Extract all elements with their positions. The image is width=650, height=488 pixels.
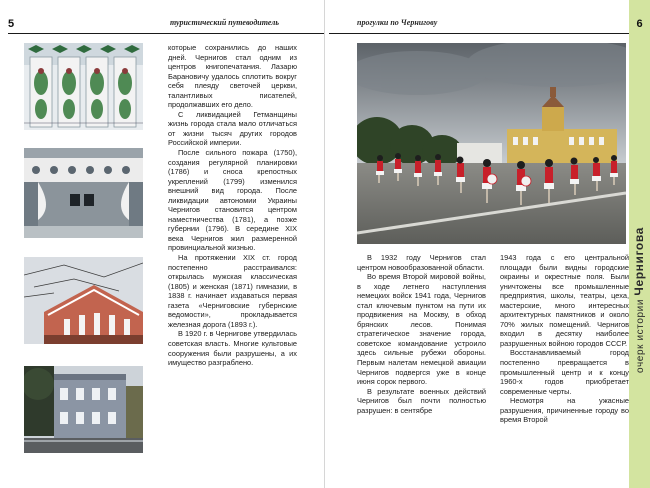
chapter-title-label: очерк истории xyxy=(635,295,646,373)
parade-square-photo xyxy=(357,43,626,244)
right-running-head: прогулки по Чернигову xyxy=(357,18,438,27)
chapter-title-city: Чернигова xyxy=(632,227,646,296)
right-col1-paragraph-2: Во время Второй мировой войны, в ходе летнего наступления немецких войск 1941 года, Чернигов стал ключевым пунктом на пути их продвижения на Москву, в обход брянских лесов. Понимая стратегическое значение города, советское командование устроило здесь сильные рубежи обороны. Первым налетам немецкой авиации Чернигов подвергся уже в конце июня сорок первого. xyxy=(357,272,486,387)
carved-wooden-porch-photo xyxy=(24,148,143,238)
left-paragraph-5: В 1920 г. в Чернигове утвердилась советская власть. Многие культовые сооружения были разрушены, а их имущество разграблено. xyxy=(168,329,297,368)
right-header-rule xyxy=(329,33,629,34)
left-paragraph-4: На протяжении XIX ст. город постепенно расстраивался: открылась мужская классическая (1805) и женская (1871) гимназии, в 1838 г. начинает издаваться первая газета «Черниговские губернские ведомости», прокладывается железная дорога (1893 г.). xyxy=(168,253,297,329)
chapter-title xyxy=(632,227,646,373)
old-street-building-photo xyxy=(24,366,143,453)
left-paragraph-1: которые сохранились до наших дней. Чернигов стал одним из центров книгопечатания. Лазарю Барановичу удалось сплотить вокруг себя плеяду светочей церкви, талантливых писателей, продолжавших его дело. xyxy=(168,43,297,110)
left-paragraph-3: После сильного пожара (1750), создания регулярной планировки (1786) и сноса крепостных укреплений (1799) изменился внешний вид города. После ликвидации автономии Украины Чернигов становится центром наместничества (1781), а позже губернии (1796). В середине XIX века Чернигов жил размеренной провинциальной жизнью. xyxy=(168,148,297,253)
wooden-gable-photo xyxy=(24,257,143,344)
right-text-column-2 xyxy=(500,253,629,425)
right-col2-paragraph-2: Восстанавливаемый город постепенно превращается в промышленный центр и к концу 1960-х годов приобретает современные черты. xyxy=(500,348,629,396)
right-col2-paragraph-3: Несмотря на ужасные разрушения, причиненные городу во время Второй xyxy=(500,396,629,425)
left-page-number: 5 xyxy=(8,18,15,30)
architectural-ornament-photo xyxy=(24,43,143,130)
left-page xyxy=(0,0,324,488)
right-page xyxy=(325,0,650,488)
chapter-side-tab xyxy=(629,0,650,488)
left-running-head: туристический путеводитель xyxy=(170,18,279,27)
right-page-number: 6 xyxy=(636,18,643,30)
left-text-column xyxy=(168,43,297,368)
right-col1-paragraph-3: В результате военных действий Чернигов был почти полностью разрушен: в сентябре xyxy=(357,386,486,415)
left-header-rule xyxy=(8,33,324,34)
right-text-column-1 xyxy=(357,253,486,415)
right-col2-paragraph-1: 1943 года с его центральной площади были видны городские окраины и окрестные поля. Были уничтожены все промышленные предприятия, школы, театры, цеха, мастерские, много интересных архитектурных памятников и около 70% жилых помещений. Чернигов входил в десятку наиболее разрушенных войною городов СССР. xyxy=(500,253,629,348)
right-col1-paragraph-1: В 1932 году Чернигов стал центром новообразованной области. xyxy=(357,253,486,272)
left-paragraph-2: С ликвидацией Гетманщины жизнь города стала мало отличаться от жизни тысяч других городов Российской империи. xyxy=(168,109,297,148)
